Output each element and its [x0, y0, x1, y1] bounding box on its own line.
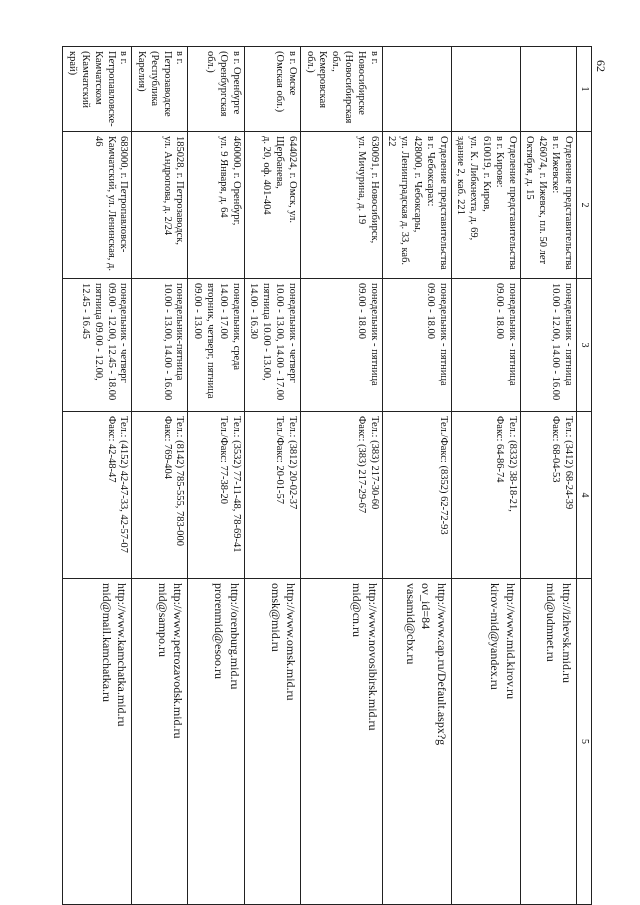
table-row — [132, 47, 188, 905]
address-cell: Отделение представительства в г. Чебоксарах: 428000, г. Чебоксары, ул. Ленинградская д. 33, каб. 22 — [382, 132, 451, 279]
phone-cell: Тел.: (3532) 77-11-48, 78-69-41 Тел./Факс: 77-38-20 — [188, 412, 244, 579]
address-cell: 460000, г. Оренбург, ул. 9 Января, д. 64 — [188, 132, 244, 279]
table-row — [63, 47, 132, 905]
table-row — [300, 47, 382, 905]
column-header: 1 — [576, 47, 591, 132]
phone-cell: Тел.: (3412) 68-24-39 Факс: 68-04-53 — [520, 412, 576, 579]
hours-cell: понедельник - четверг 09.00 - 12.00, 12.45 - 18.00 пятница 09.00 - 12.00, 12.45 - 16.45 — [63, 279, 132, 412]
table-row — [382, 47, 451, 905]
region-cell: в г. Омске (Омская обл.) — [244, 47, 300, 132]
hours-cell: понедельник - пятница 09.00 - 18.00 — [300, 279, 382, 412]
address-cell: Отделение представительства в г. Кирове: 610019, г. Киров, ул. К. Либкнехта, д. 69, здание 2, каб. 221 — [451, 132, 520, 279]
web-email-cell: http://orenburg.mid.ru prorenmid@esoo.ru — [188, 579, 244, 905]
address-cell: 683000, г. Петропавловск- Камчатский, ул. Ленинская, д. 46 — [63, 132, 132, 279]
region-cell: в г. Оренбурге (Оренбургская обл.) — [188, 47, 244, 132]
address-cell: 185028, г. Петрозаводск, ул. Андропова, д. 2/24 — [132, 132, 188, 279]
region-cell — [451, 47, 520, 132]
hours-cell: понедельник - четверг 10.00 - 13.00, 14.00 - 17.00 пятница 10.00 - 13.00, 14.00 - 16.30 — [244, 279, 300, 412]
region-cell — [520, 47, 576, 132]
table-row — [451, 47, 520, 905]
web-email-cell: http://www.petrozavodsk.mid.ru mid@sampo.ru — [132, 579, 188, 905]
page-number: 62 — [594, 60, 608, 72]
phone-cell: Тел.: (3812) 20-02-37 Тел./Факс: 20-01-57 — [244, 412, 300, 579]
web-email-cell: http://www.cap.ru/Default.aspx?g ov_id=84 vasamid@cbx.ru — [382, 579, 451, 905]
phone-cell: Тел.: (8332) 38-18-21, Факс: 64-86-74 — [451, 412, 520, 579]
hours-cell: понедельник-пятница 10.00 - 13.00, 14.00 - 16.00 — [132, 279, 188, 412]
web-email-cell: http://www.novosibirsk.mid.ru mid@cn.ru — [300, 579, 382, 905]
address-cell: 644024, г. Омск, ул. Щербанева, д. 20, оф. 401-404 — [244, 132, 300, 279]
missions-table — [62, 46, 592, 905]
header-row — [576, 47, 591, 905]
region-cell — [382, 47, 451, 132]
phone-cell: Тел.: (4152) 42-47-33, 42-57-07 Факс: 42-48-47 — [63, 412, 132, 579]
address-cell: Отделение представительства в г. Ижевске: 426074, г. Ижевск, пл. 50 лет Октября, д. 15 — [520, 132, 576, 279]
hours-cell: понедельник - пятница 09.00 - 18.00 — [382, 279, 451, 412]
web-email-cell: http://www.kamchatka.mid.ru mid@mail.kamchatka.ru — [63, 579, 132, 905]
region-cell: в г. Новосибирске (Новосибирская обл., Кемеровская обл.) — [300, 47, 382, 132]
column-header: 4 — [576, 412, 591, 579]
column-header: 2 — [576, 132, 591, 279]
hours-cell: понедельник - пятница 09.00 - 18.00 — [451, 279, 520, 412]
table-row — [244, 47, 300, 905]
address-cell: 630091, г. Новосибирск, ул. Мичурина, д. 19 — [300, 132, 382, 279]
rotated-page — [67, 46, 592, 904]
table-row — [188, 47, 244, 905]
region-cell: в г. Петрозаводске (Республика Карелия) — [132, 47, 188, 132]
column-header: 3 — [576, 279, 591, 412]
web-email-cell: http://www.omsk.mid.ru omsk@mid.ru — [244, 579, 300, 905]
column-header: 5 — [576, 579, 591, 905]
web-email-cell: http://www.mid.kirov.ru kirov-mid@yandex.ru — [451, 579, 520, 905]
hours-cell: понедельник, среда 14.00 - 17.00 вторник, четверг, пятница 09.00 - 13.00 — [188, 279, 244, 412]
phone-cell: Тел.: (383) 217-30-60 Факс: (383) 217-29-67 — [300, 412, 382, 579]
phone-cell: Тел.: (8142) 785-555, 783-000 Факс: 769-404 — [132, 412, 188, 579]
region-cell: в г. Петропавловске- Камчатском (Камчатский край) — [63, 47, 132, 132]
table-row — [520, 47, 576, 905]
phone-cell: Тел./Факс: (8352) 62-72-93 — [382, 412, 451, 579]
web-email-cell: http://izhevsk.mid.ru mid@udmnet.ru — [520, 579, 576, 905]
hours-cell: понедельник - пятница 10.00 - 12.00, 14.00 - 16.00 — [520, 279, 576, 412]
